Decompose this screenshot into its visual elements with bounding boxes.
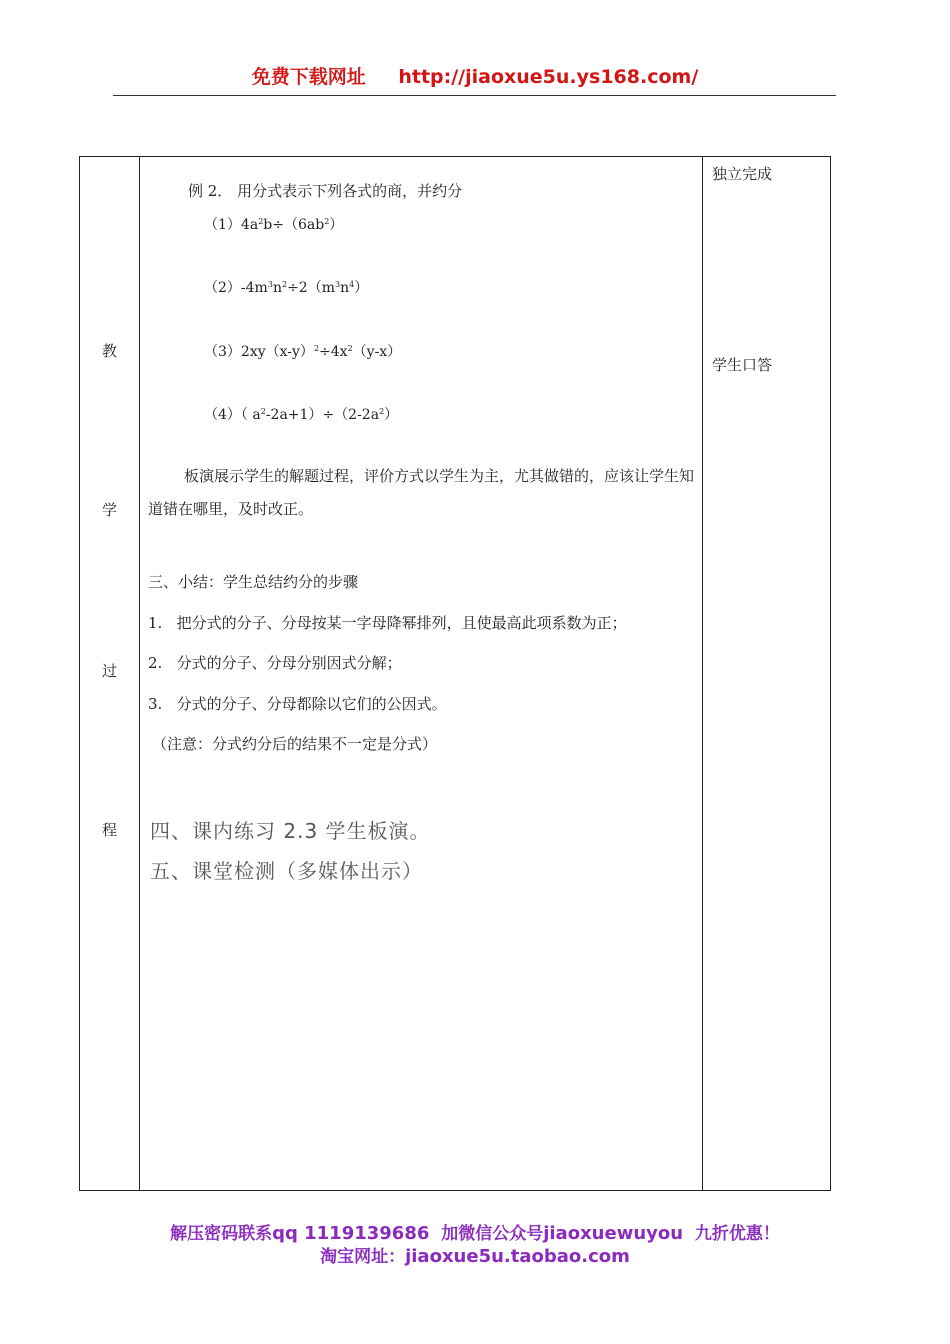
header-url-link[interactable]: http://jiaoxue5u.ys168.com/ <box>398 66 699 88</box>
footer-shop-link[interactable]: jiaoxue5u.taobao.com <box>405 1246 630 1267</box>
note-text: （注意：分式约分后的结果不一定是分式） <box>152 735 438 753</box>
example-title: 例 2． 用分式表示下列各式的商，并约分 <box>188 182 463 200</box>
problem-4: （4）（ $a^2-2a+1)\div(2-2a^2)$ <box>204 407 399 423</box>
footer-shop: 淘宝网址：jiaoxue5u.taobao.com <box>320 1246 630 1267</box>
side-label-2: 学 <box>101 501 117 519</box>
note-oral-answer: 学生口答 <box>712 356 773 374</box>
step-2: 2. 分式的分子、分母分别因式分解； <box>148 654 402 672</box>
step-3: 3. 分式的分子、分母都除以它们的公因式。 <box>148 695 447 713</box>
side-label-4: 程 <box>101 821 117 839</box>
problem-2: $(2)-4m^3n^2\div 2(m^3n^4)$ <box>204 280 369 296</box>
side-label-1: 教 <box>101 342 117 360</box>
header-label: 免费下载网址 <box>251 66 366 88</box>
header-divider <box>113 95 836 96</box>
lesson-table <box>79 156 831 1191</box>
step-1: 1. 把分式的分子、分母按某一字母降幂排列，且使最高此项系数为正； <box>148 614 627 632</box>
page-header <box>0 62 950 89</box>
column-divider-1 <box>139 157 140 1190</box>
summary-title: 三、小结：学生总结约分的步骤 <box>148 573 359 591</box>
section-test: 五、课堂检测（多媒体出示） <box>150 859 423 883</box>
problem-3: $(3)2xy(x-y)^2\div 4x^2(y-x)$ <box>204 344 402 360</box>
problem-1: $(1)4a^2b\div(6ab^2)$ <box>204 217 344 233</box>
section-practice: 四、课内练习 2.3 学生板演。 <box>150 819 431 843</box>
side-label-3: 过 <box>101 662 117 680</box>
footer-contact: 解压密码联系qq 1119139686 加微信公众号jiaoxuewuyou 九折优惠！ <box>170 1223 780 1244</box>
evaluation-paragraph: 板演展示学生的解题过程，评价方式以学生为主，尤其做错的，应该让学生知道错在哪里，及时改正。 <box>148 467 695 518</box>
note-independent: 独立完成 <box>712 165 773 183</box>
column-divider-2 <box>702 157 703 1190</box>
